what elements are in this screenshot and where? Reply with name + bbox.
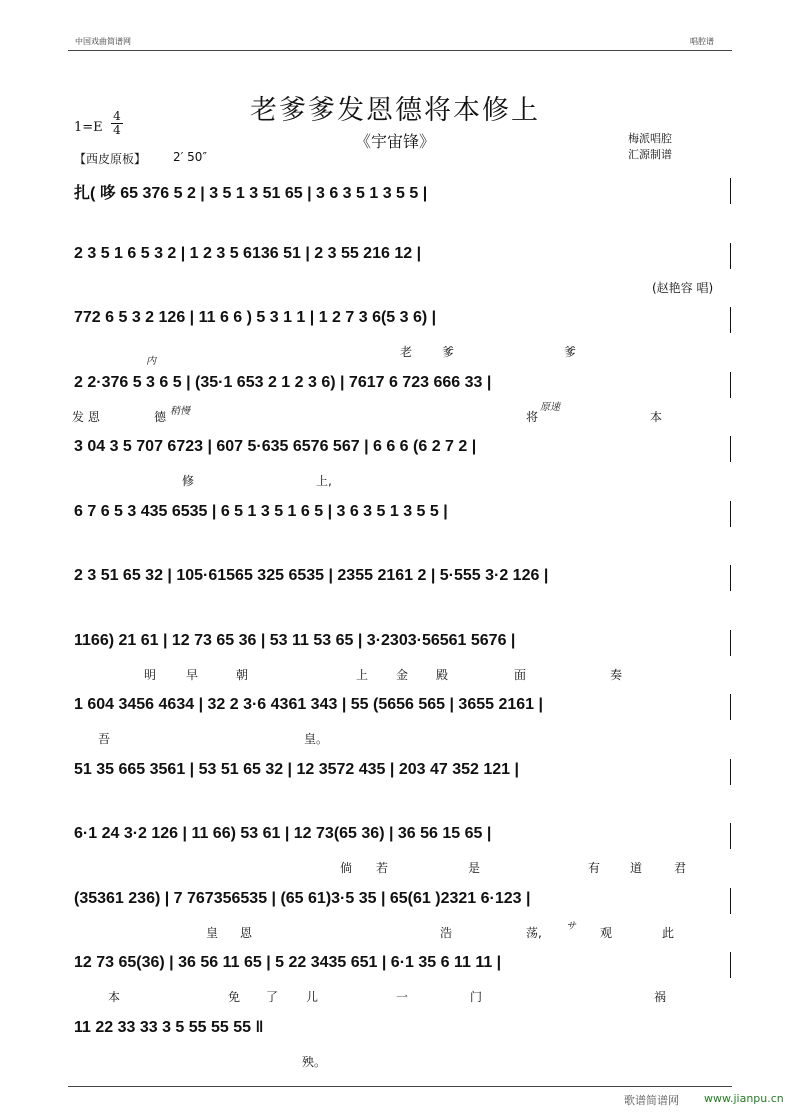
notation-line: 2 2·376 5 3 6 5 | (35·1 653 2 1 2 3 6) | 7617 6 723 666 33 | — [74, 374, 492, 391]
bar-line — [730, 565, 731, 591]
lyric: 观 — [600, 926, 613, 940]
bar-line — [730, 888, 731, 914]
score-row — [70, 692, 732, 746]
lyric: 爹 — [442, 345, 455, 359]
notation-line: 6 7 6 5 3 435 6535 | 6 5 1 3 5 1 6 5 | 3 6 3 5 1 3 5 5 | — [74, 503, 448, 520]
score-row — [70, 305, 732, 359]
score-row — [70, 499, 732, 527]
notation-line: 772 6 5 3 2 126 | 11 6 6 ) 5 3 1 1 | 1 2 7 3 6(5 3 6) | — [74, 309, 437, 326]
lyric: 殃。 — [302, 1055, 327, 1069]
bar-line — [730, 759, 731, 785]
lyric: 奏 — [610, 668, 623, 682]
credit-style: 梅派唱腔 — [628, 132, 672, 145]
lyric: 将 — [526, 410, 539, 424]
lyric: 君 — [674, 861, 687, 875]
score-row — [70, 757, 732, 785]
notation-line: 1166) 21 61 | 12 73 65 36 | 53 11 53 65 | 3·2303·56561 5676 | — [74, 632, 516, 649]
lyric: 上, — [316, 474, 332, 488]
notation-line: 2 3 5 1 6 5 3 2 | 1 2 3 5 6136 51 | 2 3 55 216 12 | — [74, 245, 422, 262]
notation-line: 6·1 24 3·2 126 | 11 66) 53 61 | 12 73(65 36) | 36 56 15 65 | — [74, 825, 492, 842]
bar-line — [730, 952, 731, 978]
notation-line: (35361 236) | 7 767356535 | (65 61)3·5 35 | 65(61 )2321 6·123 | — [74, 890, 531, 907]
lyric: 修 — [182, 474, 195, 488]
key-signature: 1=E — [74, 120, 103, 135]
notation-line: 1 604 3456 4634 | 32 2 3·6 4361 343 | 55 (5656 565 | 3655 2161 | — [74, 696, 543, 713]
score-row — [70, 176, 732, 204]
lyric: 皇 — [206, 926, 219, 940]
bar-line — [730, 501, 731, 527]
bar-line — [730, 436, 731, 462]
lyric: 吾 — [98, 732, 111, 746]
watermark-text: 歌谱简谱网 — [624, 1094, 679, 1107]
bar-line — [730, 307, 731, 333]
score-row — [70, 821, 732, 875]
lyric: 早 — [186, 668, 199, 682]
bar-line — [730, 823, 731, 849]
score-subtitle: 《宇宙锋》 — [354, 132, 435, 151]
credit-arranger: 汇源制谱 — [628, 148, 672, 161]
time-signature — [111, 110, 123, 137]
bar-line — [730, 630, 731, 656]
lyric: 倘 — [340, 861, 353, 875]
bar-line — [730, 243, 731, 269]
lyric: 浩 — [440, 926, 453, 940]
bar-line — [730, 694, 731, 720]
lyric: 免 — [228, 990, 241, 1004]
score-row — [70, 628, 732, 682]
lyric: 殿 — [436, 668, 449, 682]
lyric: 荡, — [526, 926, 542, 940]
notation-line: 扎( 哆 65 376 5 2 | 3 5 1 3 51 65 | 3 6 3 5 1 3 5 5 | — [74, 185, 428, 202]
mark-sa: サ — [566, 921, 576, 932]
score-row — [70, 241, 732, 295]
lyric: 是 — [468, 861, 481, 875]
lyric: 祸 — [654, 990, 667, 1004]
lyric: 朝 — [236, 668, 249, 682]
lyric: 发 恩 — [72, 410, 100, 424]
score-row — [70, 886, 732, 940]
lyric: 儿 — [306, 990, 319, 1004]
lyric: 若 — [376, 861, 389, 875]
score-row — [70, 563, 732, 591]
duration: 2′ 50″ — [173, 150, 207, 164]
notation-line: 2 3 51 65 32 | 105·61565 325 6535 | 2355 2161 2 | 5·555 3·2 126 | — [74, 567, 549, 584]
tempo-mode: 【西皮原板】 — [74, 152, 147, 166]
header-divider — [68, 50, 732, 51]
lyric: 了 — [266, 990, 279, 1004]
lyric: 此 — [662, 926, 675, 940]
lyric: 本 — [650, 410, 663, 424]
score-title: 老爹爹发恩德将本修上 — [250, 95, 540, 126]
lyric: 明 — [144, 668, 157, 682]
lyric: 金 — [396, 668, 409, 682]
notation-line: 12 73 65(36) | 36 56 11 65 | 5 22 3435 651 | 6·1 35 6 11 11 | — [74, 954, 502, 971]
bar-line — [730, 178, 731, 204]
time-sig-top: 4 — [113, 109, 121, 123]
notation-line: 51 35 665 3561 | 53 51 65 32 | 12 3572 435 | 203 47 352 121 | — [74, 761, 519, 778]
lyric: 爹 — [564, 345, 577, 359]
time-sig-bottom: 4 — [111, 123, 123, 137]
lyric: 老 — [400, 345, 413, 359]
lyric: (赵艳容 唱) — [652, 281, 714, 295]
lyric: 门 — [470, 990, 483, 1004]
score-row — [70, 1015, 732, 1069]
mark-shaoman: 稍慢 — [170, 406, 190, 417]
category-label: 唱腔谱 — [690, 37, 714, 46]
mark-nei: 内 — [146, 356, 156, 367]
lyric: 皇。 — [304, 732, 329, 746]
lyric: 道 — [630, 861, 643, 875]
lyric: 恩 — [240, 926, 253, 940]
score-row — [70, 950, 732, 1004]
lyric: 有 — [588, 861, 601, 875]
footer-divider — [68, 1086, 732, 1087]
notation-line: 11 22 33 33 3 5 55 55 55 ‖ — [74, 1019, 264, 1036]
lyric: 本 — [108, 990, 121, 1004]
mark-yuansu: 原速 — [540, 402, 560, 413]
lyric: 面 — [514, 668, 527, 682]
lyric: 上 — [356, 668, 369, 682]
site-name: 中国戏曲简谱网 — [75, 37, 131, 46]
score-row — [70, 434, 732, 488]
watermark-url: www.jianpu.cn — [704, 1092, 784, 1105]
lyric: 一 — [396, 990, 409, 1004]
bar-line — [730, 372, 731, 398]
lyric: 德 — [154, 410, 167, 424]
notation-line: 3 04 3 5 707 6723 | 607 5·635 6576 567 | 6 6 6 (6 2 7 2 | — [74, 438, 477, 455]
